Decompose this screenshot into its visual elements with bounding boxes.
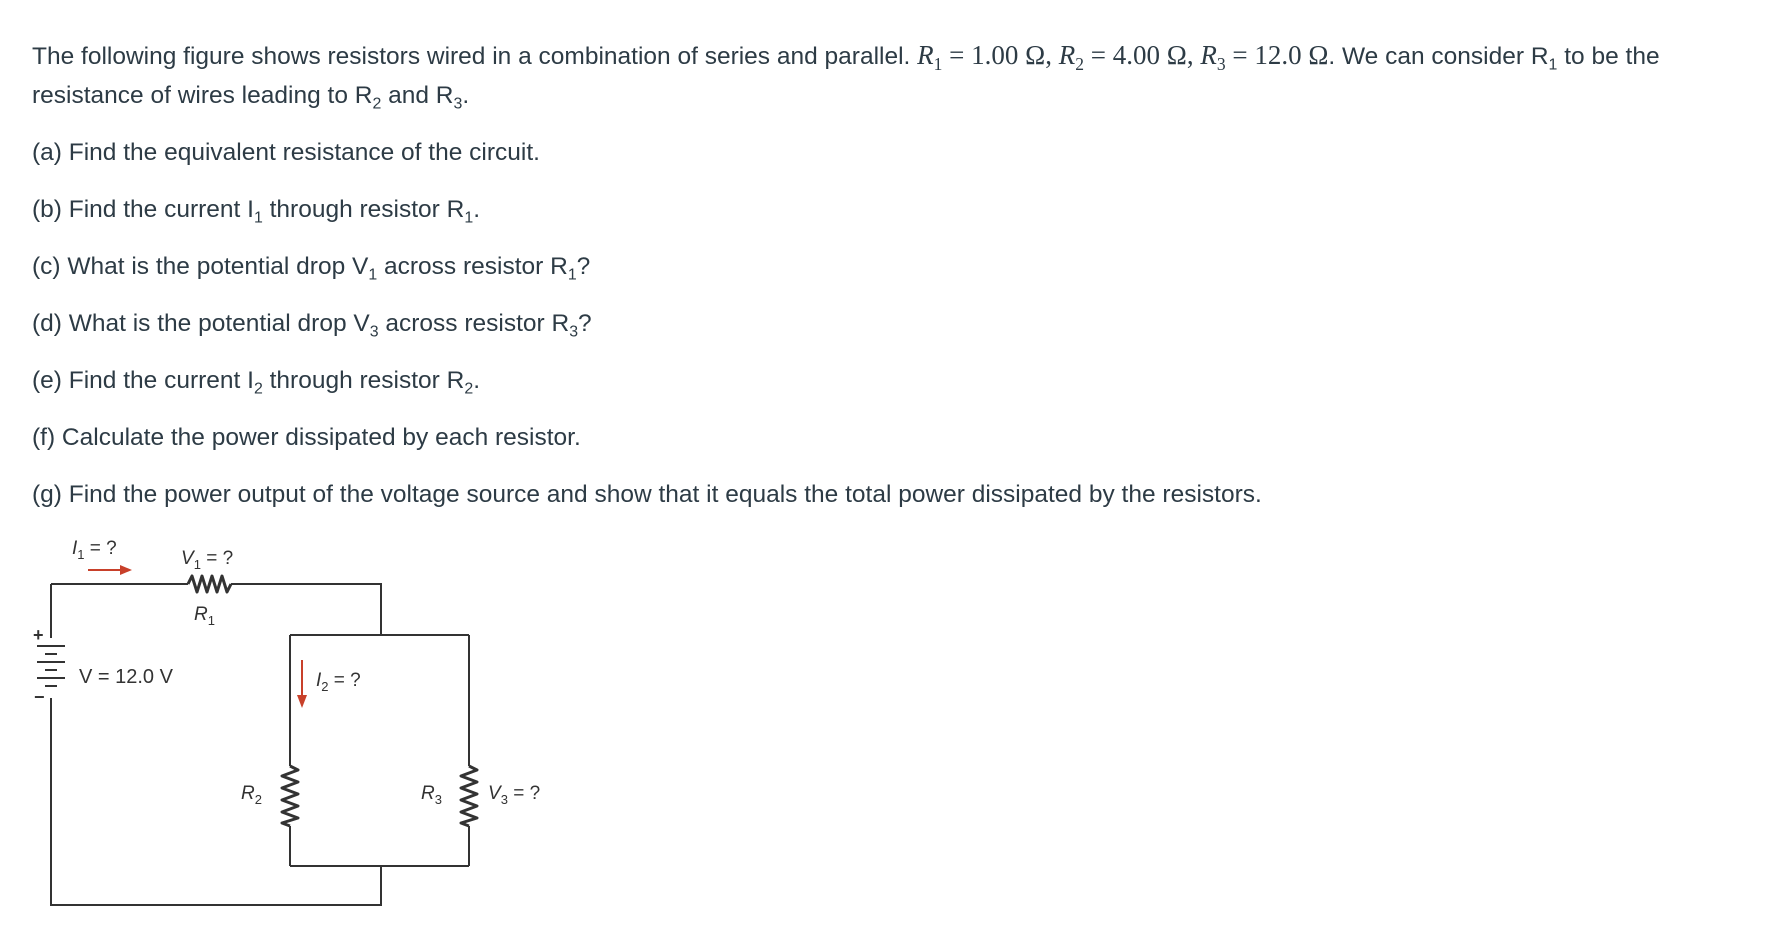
i2-arrow-head [297, 695, 307, 708]
r1-label: $R_1$ [194, 604, 215, 628]
v1-label: $V_1$ = ? [181, 548, 234, 572]
i1-arrow-head [120, 565, 132, 575]
battery-minus-sign: − [34, 687, 45, 707]
top-wire-right [231, 584, 381, 635]
problem-intro: The following figure shows resistors wired in a combination of series and parallel. $R_1 = 1.00$ Ω, $R_2 = 4.00$ Ω, $R_3 = 12.0$ Ω. We can consider $R_1$ to be the resistance of wires leading to $R_2$ and $R_3$. [32, 40, 1660, 113]
battery-plus-sign: + [33, 625, 44, 645]
problem-statement [32, 36, 1777, 532]
r2-label: $R_2$ [241, 783, 262, 807]
question-a: (a) Find the equivalent resistance of the circuit. [32, 139, 540, 166]
question-f: (f) Calculate the power dissipated by each resistor. [32, 424, 581, 451]
resistor-r1-symbol [188, 576, 231, 592]
circuit-diagram [0, 520, 620, 920]
resistor-r3-symbol [461, 766, 477, 826]
given-r1: $R_1 = 1.00$ Ω, [917, 40, 1059, 75]
battery-symbol [37, 646, 65, 686]
v3-label: $V_3$ = ? [488, 783, 541, 807]
question-c: (c) What is the potential drop $V_1$ across resistor $R_1$? [32, 253, 591, 284]
question-e: (e) Find the current $I_2$ through resistor $R_2$. [32, 367, 481, 398]
given-r2: $R_2 = 4.00$ Ω, [1058, 40, 1201, 75]
question-d: (d) What is the potential drop $V_3$ across resistor $R_3$? [32, 310, 592, 341]
r3-label: $R_3$ [421, 783, 442, 807]
circuit-wires [51, 584, 469, 905]
i2-label: $I_2$ = ? [316, 670, 361, 694]
i1-label: $I_1$ = ? [72, 538, 117, 562]
given-r3: $R_3 = 12.0$ Ω [1200, 40, 1329, 75]
voltage-label: V = 12.0 V [79, 666, 173, 688]
bottom-wire [51, 698, 381, 905]
question-g: (g) Find the power output of the voltage source and show that it equals the total power dissipated by the resistors. [32, 481, 1262, 508]
question-b: (b) Find the current $I_1$ through resistor $R_1$. [32, 196, 481, 227]
resistor-r2-symbol [282, 766, 298, 826]
